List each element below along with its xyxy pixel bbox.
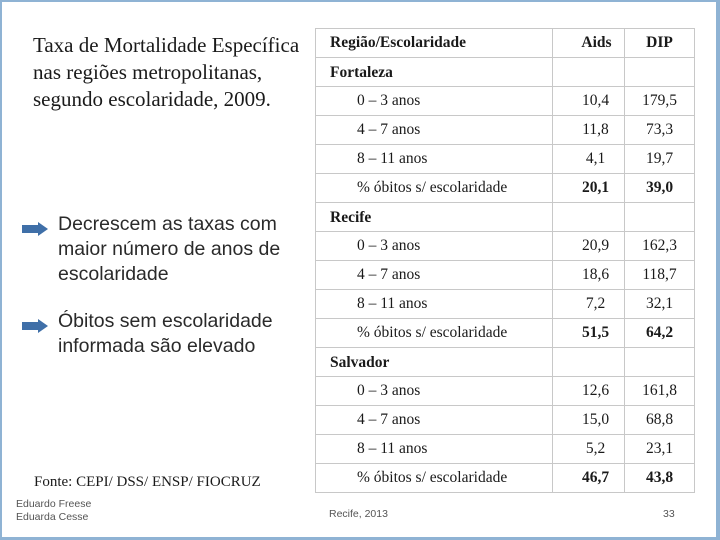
- header-aids: Aids: [553, 29, 625, 58]
- row-label: % óbitos s/ escolaridade: [316, 464, 553, 493]
- region-row: [316, 348, 695, 377]
- row-label: 0 – 3 anos: [316, 232, 553, 261]
- dip-value: 68,8: [625, 406, 695, 435]
- bullet-list: [22, 212, 312, 381]
- table-row: [316, 377, 695, 406]
- page-number: 33: [663, 508, 675, 520]
- table-row: [316, 464, 695, 493]
- region-name: Recife: [316, 203, 553, 232]
- aids-value: 18,6: [553, 261, 625, 290]
- header-region: Região/Escolaridade: [316, 29, 553, 58]
- dip-value: 19,7: [625, 145, 695, 174]
- dip-value: 32,1: [625, 290, 695, 319]
- header-dip: DIP: [625, 29, 695, 58]
- table-row: [316, 290, 695, 319]
- table-row: [316, 87, 695, 116]
- table-row: [316, 406, 695, 435]
- aids-value: 15,0: [553, 406, 625, 435]
- footer-location-date: Recife, 2013: [329, 508, 388, 520]
- row-label: 8 – 11 anos: [316, 145, 553, 174]
- table-header-row: [316, 29, 695, 58]
- aids-value: 46,7: [553, 464, 625, 493]
- arrow-right-icon: [22, 222, 48, 236]
- aids-value: 51,5: [553, 319, 625, 348]
- row-label: 8 – 11 anos: [316, 435, 553, 464]
- region-row: [316, 58, 695, 87]
- author-name: Eduarda Cesse: [16, 511, 89, 523]
- row-label: % óbitos s/ escolaridade: [316, 319, 553, 348]
- table-row: [316, 435, 695, 464]
- row-label: 0 – 3 anos: [316, 377, 553, 406]
- table-row: [316, 232, 695, 261]
- bullet-text: Decrescem as taxas com maior número de anos de escolaridade: [58, 213, 281, 285]
- aids-value: 20,1: [553, 174, 625, 203]
- row-label: 0 – 3 anos: [316, 87, 553, 116]
- dip-value: 161,8: [625, 377, 695, 406]
- row-label: 4 – 7 anos: [316, 116, 553, 145]
- dip-value: 118,7: [625, 261, 695, 290]
- row-label: 4 – 7 anos: [316, 406, 553, 435]
- dip-value: 64,2: [625, 319, 695, 348]
- author-name: Eduardo Freese: [16, 498, 92, 510]
- region-name: Salvador: [316, 348, 553, 377]
- table-row: [316, 174, 695, 203]
- dip-value: 179,5: [625, 87, 695, 116]
- dip-value: 39,0: [625, 174, 695, 203]
- aids-value: 5,2: [553, 435, 625, 464]
- region-row: [316, 203, 695, 232]
- mortality-table: [315, 28, 695, 493]
- row-label: % óbitos s/ escolaridade: [316, 174, 553, 203]
- table-row: [316, 116, 695, 145]
- author-names: [16, 498, 91, 524]
- bullet-item: [22, 212, 312, 287]
- dip-value: 162,3: [625, 232, 695, 261]
- aids-value: 20,9: [553, 232, 625, 261]
- row-label: 8 – 11 anos: [316, 290, 553, 319]
- bullet-text: Óbitos sem escolaridade informada são elevado: [58, 310, 273, 357]
- source-note: Fonte: CEPI/ DSS/ ENSP/ FIOCRUZ: [34, 474, 261, 490]
- aids-value: 12,6: [553, 377, 625, 406]
- dip-value: 23,1: [625, 435, 695, 464]
- row-label: 4 – 7 anos: [316, 261, 553, 290]
- dip-value: 43,8: [625, 464, 695, 493]
- aids-value: 10,4: [553, 87, 625, 116]
- bullet-item: [22, 309, 312, 359]
- table-row: [316, 145, 695, 174]
- aids-value: 11,8: [553, 116, 625, 145]
- table-row: [316, 319, 695, 348]
- table-row: [316, 261, 695, 290]
- slide-title: Taxa de Mortalidade Específica nas regiões metropolitanas, segundo escolaridade, 2009.: [33, 33, 300, 111]
- aids-value: 7,2: [553, 290, 625, 319]
- dip-value: 73,3: [625, 116, 695, 145]
- region-name: Fortaleza: [316, 58, 553, 87]
- arrow-right-icon: [22, 319, 48, 333]
- aids-value: 4,1: [553, 145, 625, 174]
